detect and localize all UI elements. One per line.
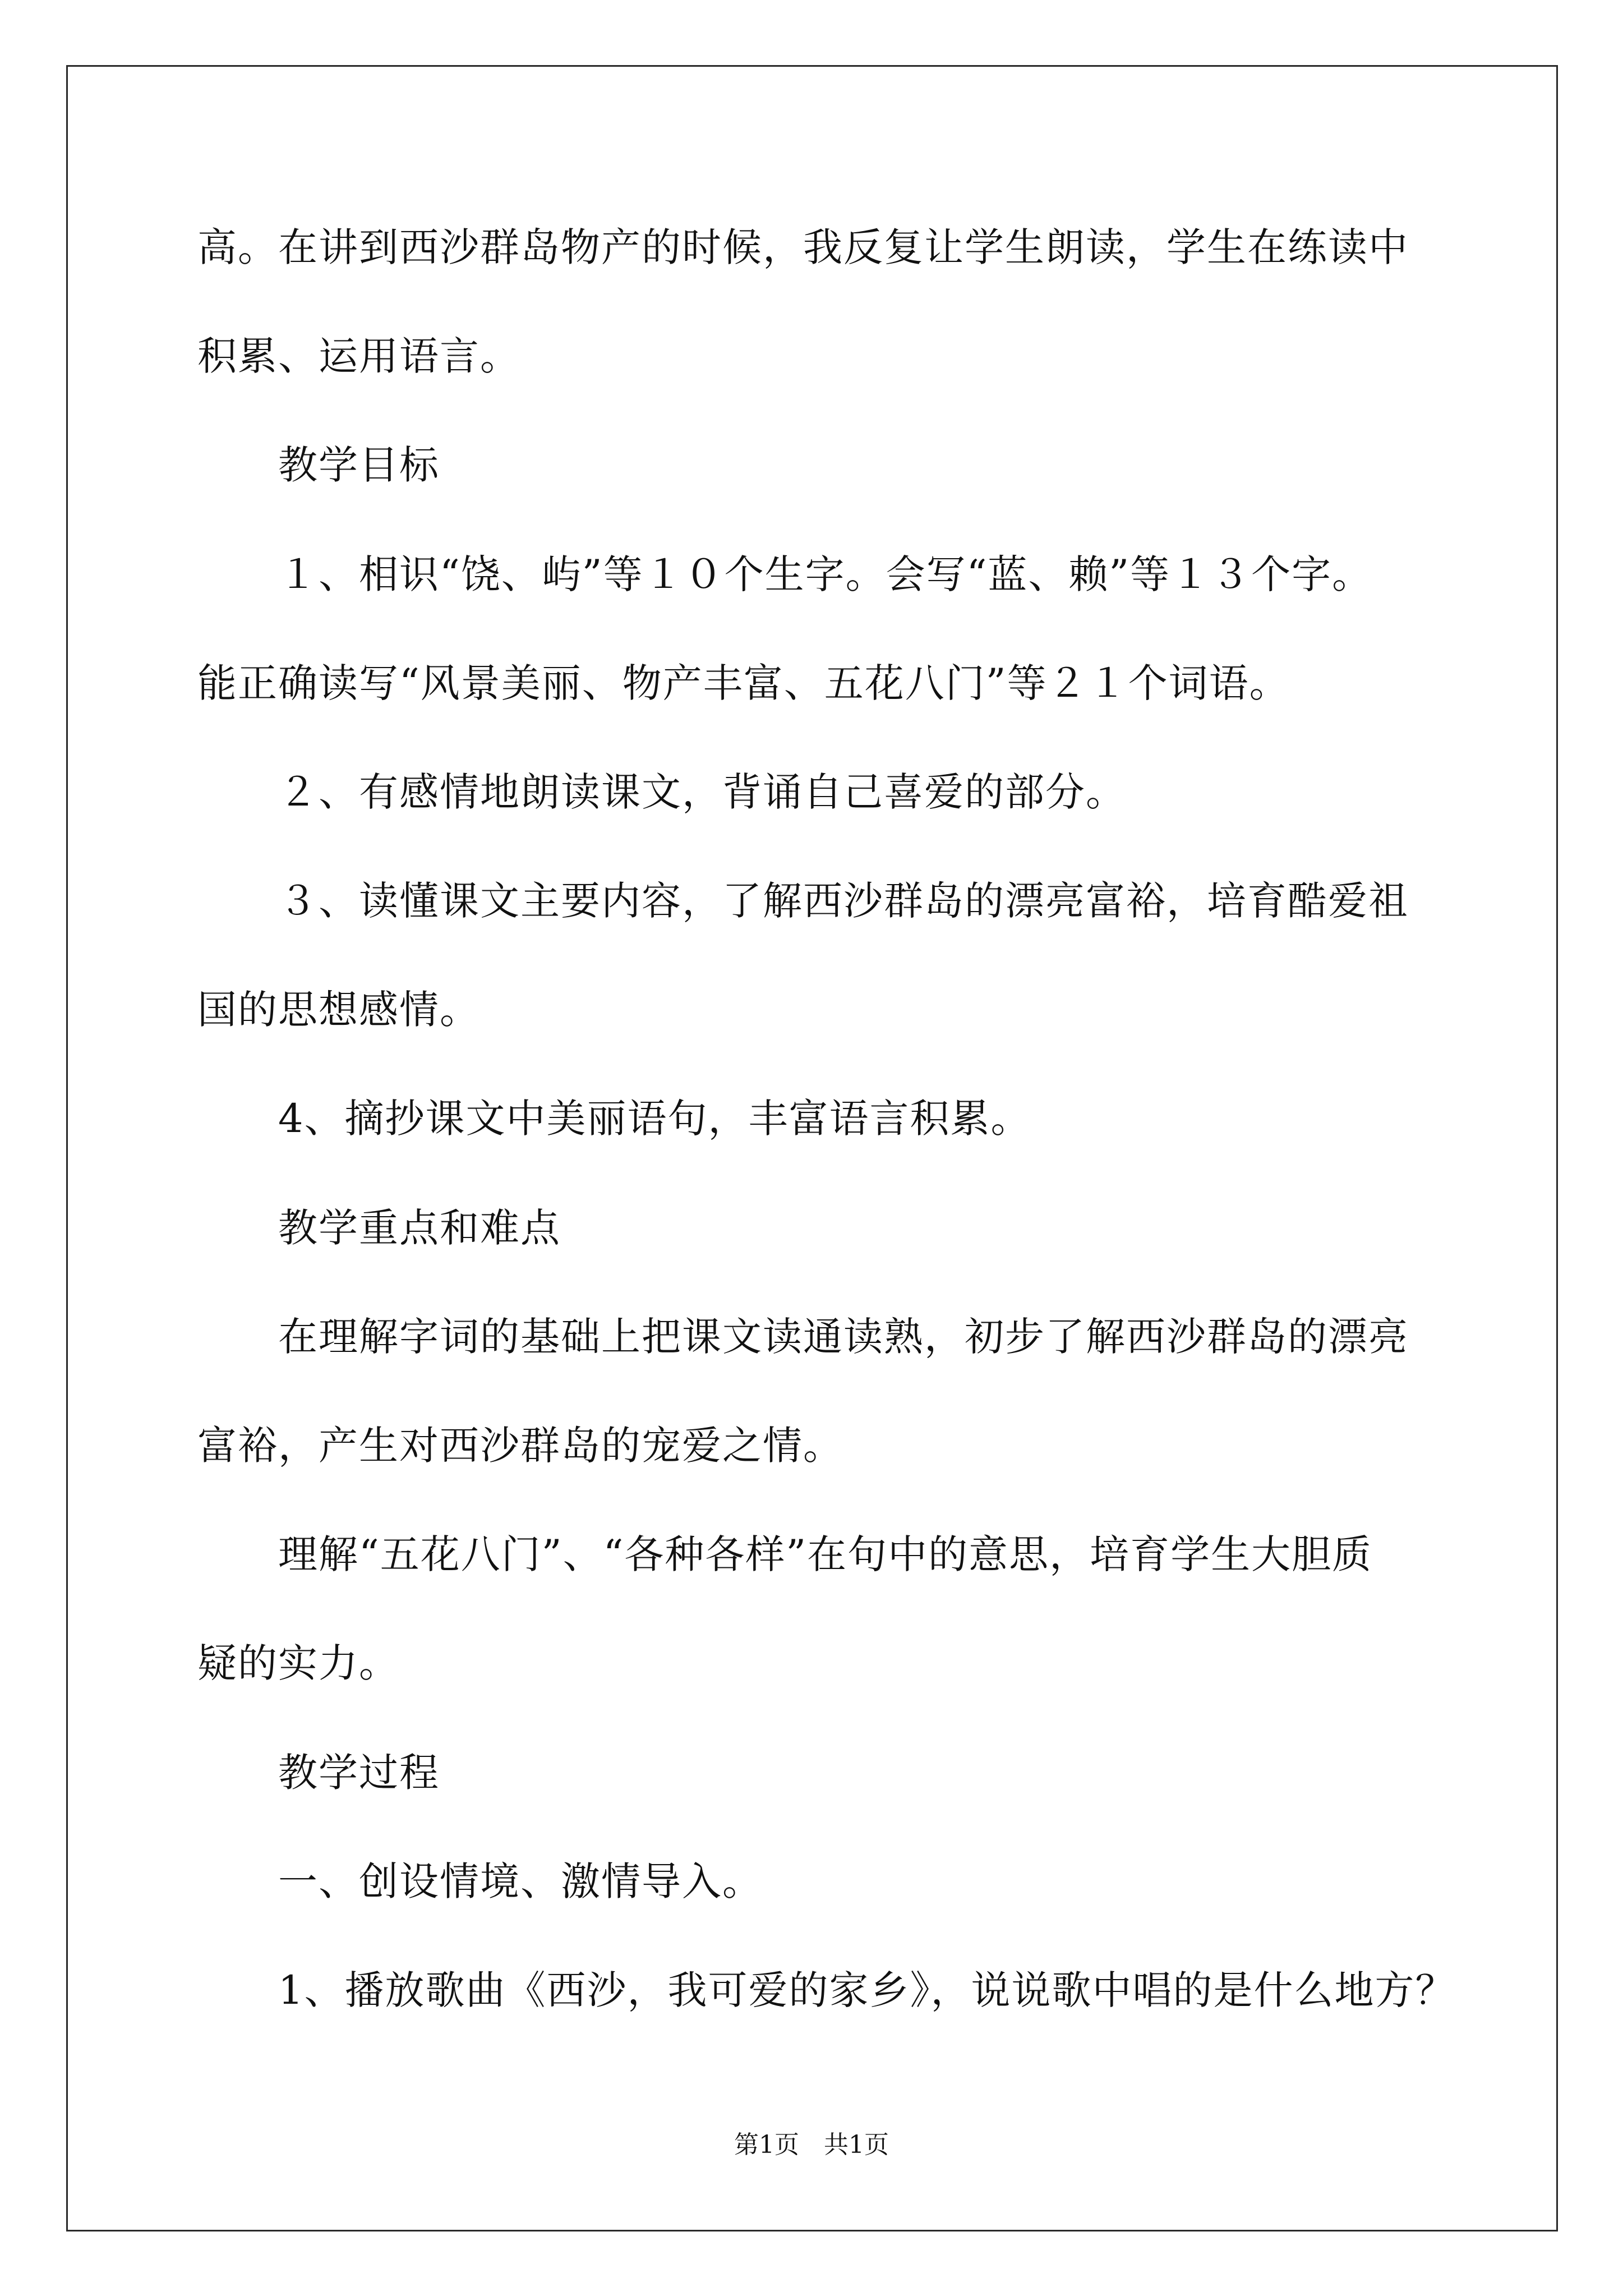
objective-item-2: ２、有感情地朗读课文，背诵自己喜爱的部分。 (278, 769, 1126, 815)
key-point-1-continued: 富裕，产生对西沙群岛的宠爱之情。 (197, 1423, 843, 1469)
section-heading-objectives: 教学目标 (278, 442, 440, 488)
key-point-1: 在理解字词的基础上把课文读通读熟，初步了解西沙群岛的漂亮 (278, 1314, 1409, 1360)
body-line-1: 高。在讲到西沙群岛物产的时候，我反复让学生朗读，学生在练读中 (197, 224, 1409, 270)
section-heading-key-points: 教学重点和难点 (278, 1205, 561, 1251)
page-footer: 第1页 共1页 (734, 2131, 889, 2159)
objective-item-4: 4、摘抄课文中美丽语句，丰富语言积累。 (278, 1096, 1031, 1142)
body-line-2: 积累、运用语言。 (197, 333, 520, 379)
key-point-2-continued: 疑的实力。 (197, 1640, 399, 1686)
objective-item-3-continued: 国的思想感情。 (197, 987, 480, 1033)
key-point-2: 理解“五花八门”、“各种各样”在句中的意思，培育学生大胆质 (278, 1531, 1373, 1577)
objective-item-1: １、相识“饶、屿”等１０个生字。会写“蓝、赖”等１３个字。 (278, 551, 1373, 597)
process-step-1-item-1: 1、播放歌曲《西沙，我可爱的家乡》，说说歌中唱的是什么地方？ (278, 1967, 1456, 2013)
process-step-1: 一、创设情境、激情导入。 (278, 1858, 763, 1904)
objective-item-3: ３、读懂课文主要内容，了解西沙群岛的漂亮富裕，培育酷爱祖 (278, 878, 1409, 924)
section-heading-process: 教学过程 (278, 1750, 440, 1796)
page-frame (66, 65, 1558, 2231)
objective-item-1-continued: 能正确读写“风景美丽、物产丰富、五花八门”等２１个词语。 (197, 660, 1290, 706)
